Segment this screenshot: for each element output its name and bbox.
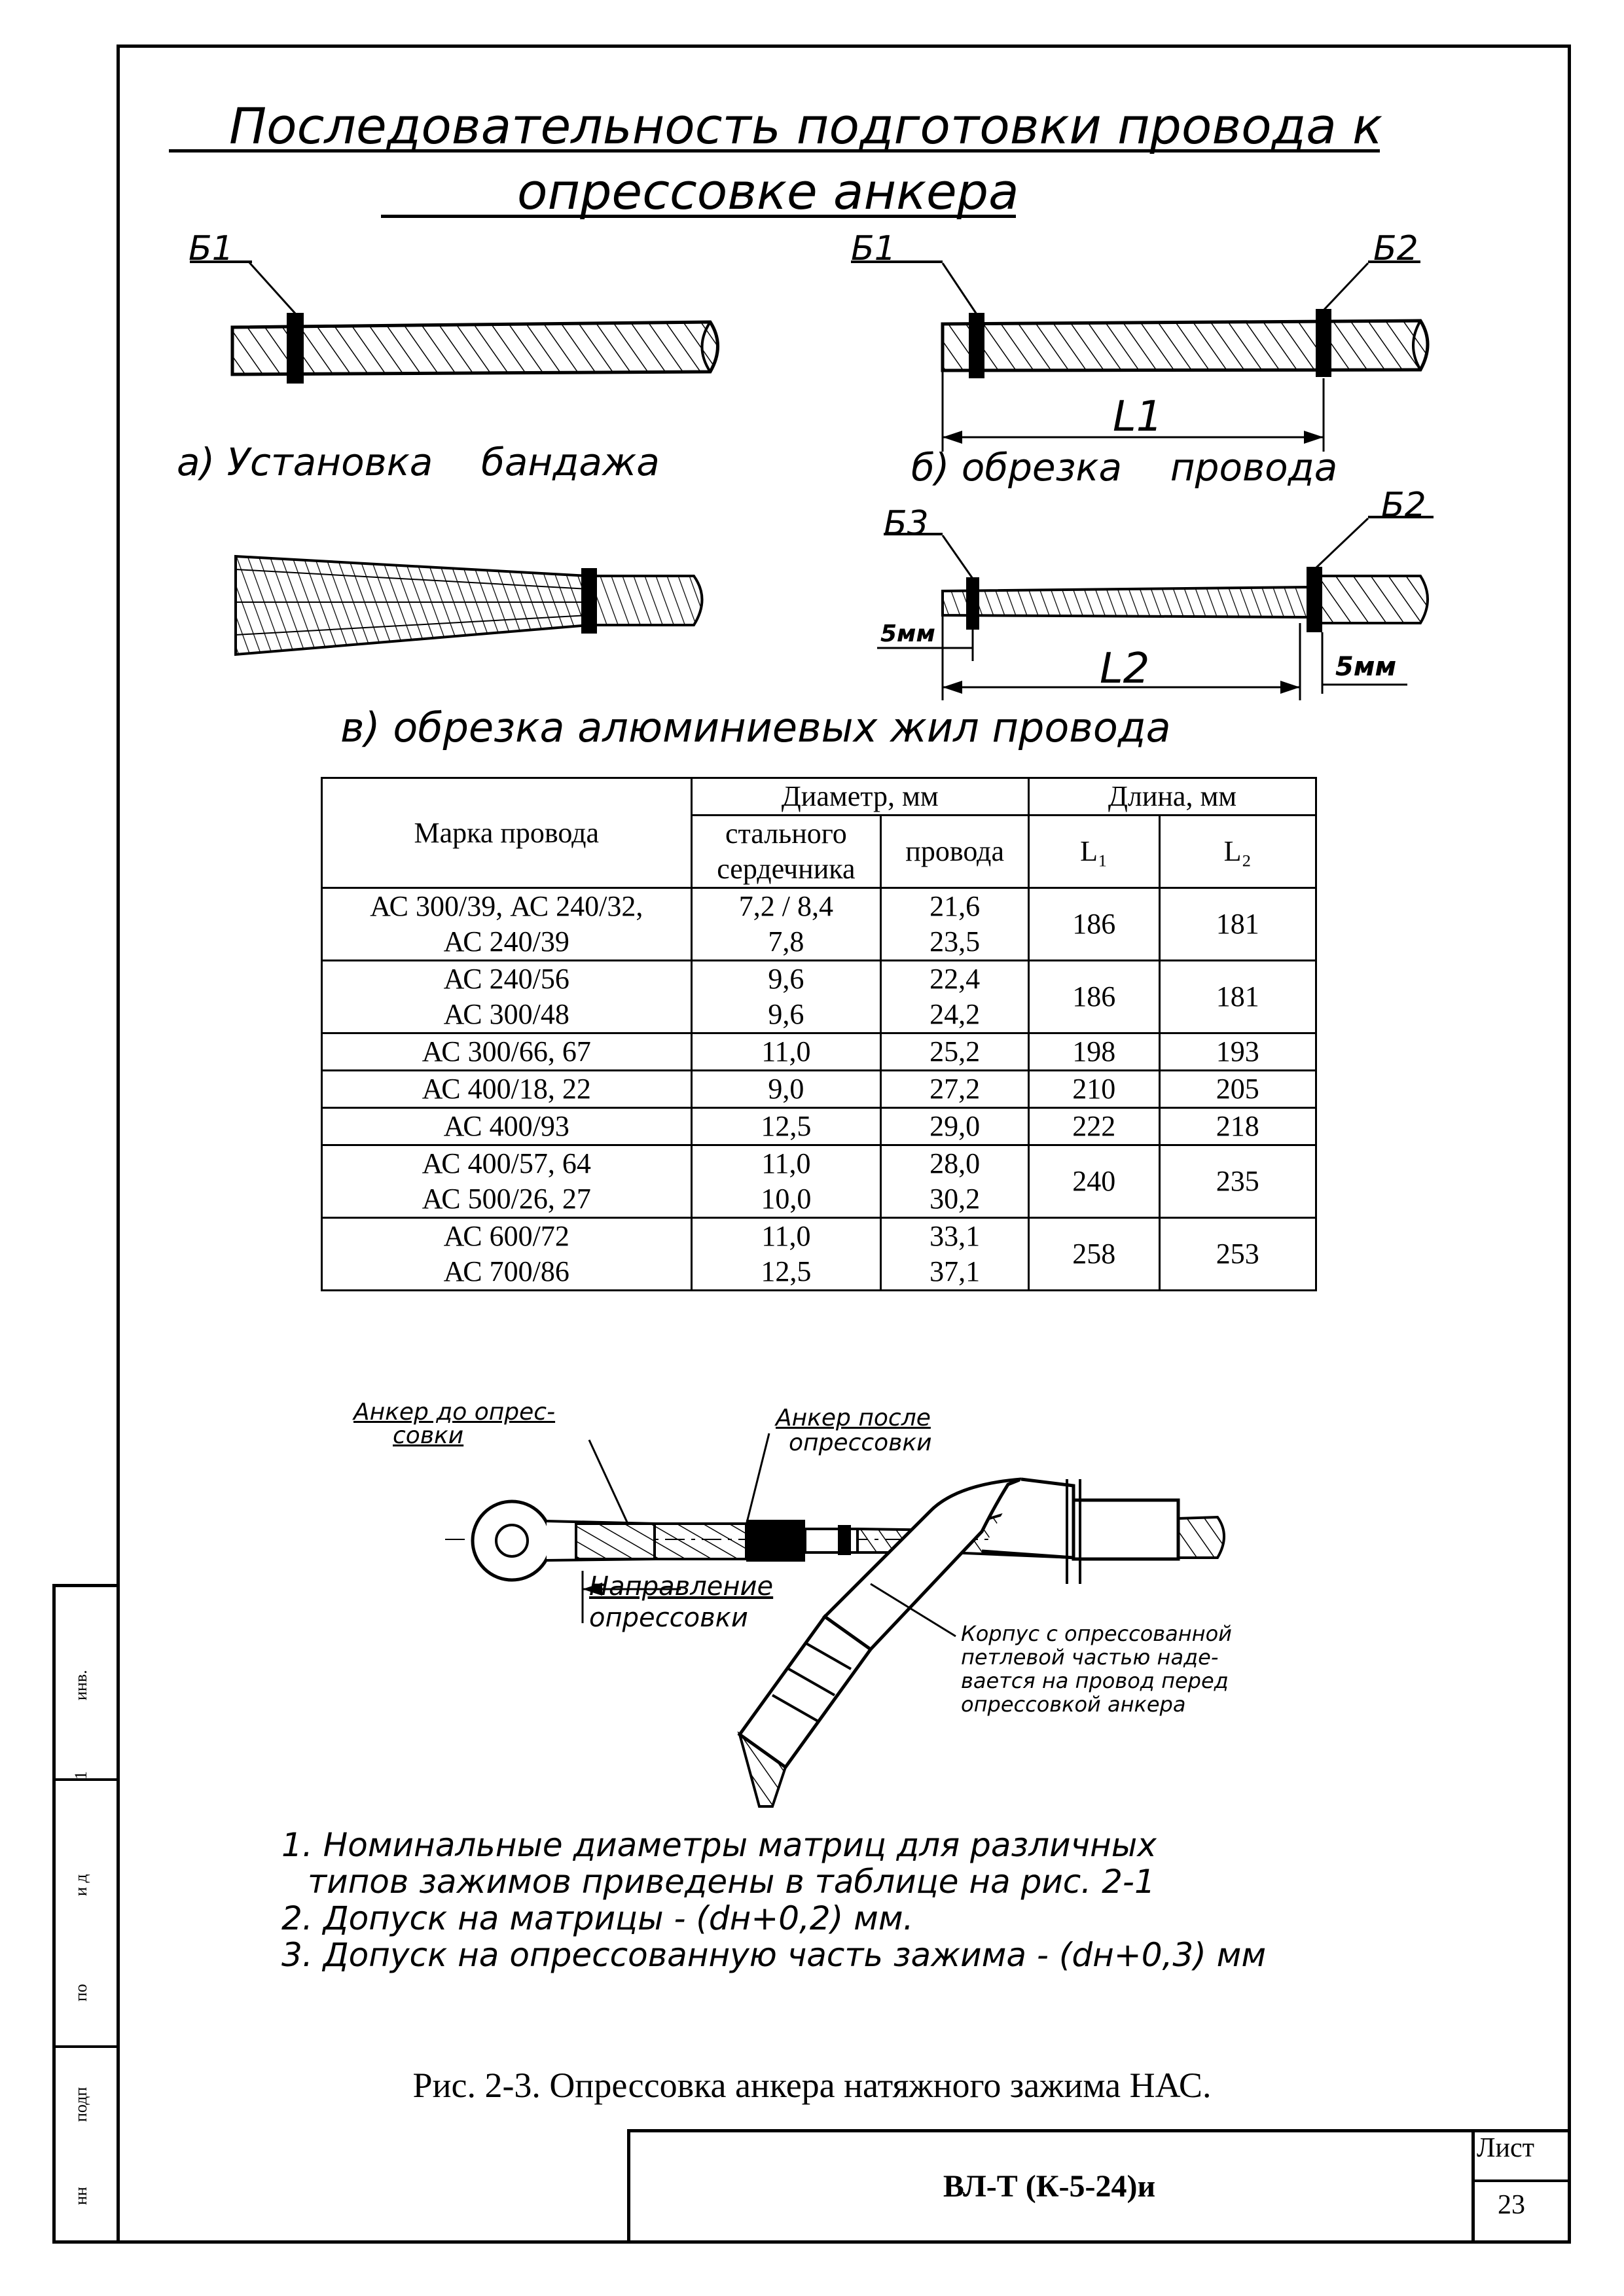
cell-wire-mark: АС 400/18, 22 xyxy=(322,1071,692,1108)
header-l2: L₂ xyxy=(1159,816,1316,888)
dimension-label-l1: L1 xyxy=(1113,393,1163,441)
document-code: ВЛ-Т (К-5-24)и xyxy=(943,2169,1156,2204)
bandage-label: Б1 xyxy=(189,229,234,268)
cell-wire-diameter: 22,4 24,2 xyxy=(881,961,1029,1033)
strip-label: по xyxy=(71,1984,90,2002)
drawing-v-strand-cut xyxy=(236,556,702,655)
note-1: 1. Номинальные диаметры матриц для различных xyxy=(281,1826,1157,1864)
table-row xyxy=(322,1071,1316,1108)
cell-wire-diameter: 25,2 xyxy=(881,1033,1029,1071)
note-1-cont: типов зажимов приведены в таблице на рис. 2-1 xyxy=(308,1863,1155,1901)
cell-length-l1: 210 xyxy=(1029,1071,1160,1108)
cell-wire-mark: АС 300/66, 67 xyxy=(322,1033,692,1071)
cell-core-diameter: 7,2 / 8,4 7,8 xyxy=(691,888,881,961)
header-length: Длина, мм xyxy=(1029,778,1316,816)
cell-core-diameter: 11,0 xyxy=(691,1033,881,1071)
page-title: Последовательность подготовки провода к xyxy=(229,97,1382,155)
caption-b: б) обрезка провода xyxy=(911,445,1338,490)
cell-wire-diameter: 33,1 37,1 xyxy=(881,1218,1029,1291)
cell-length-l2: 235 xyxy=(1159,1145,1316,1218)
cell-length-l2: 181 xyxy=(1159,888,1316,961)
sheet-label: Лист xyxy=(1477,2133,1534,2163)
cell-length-l1: 222 xyxy=(1029,1108,1160,1145)
strip-label: 1 xyxy=(71,1771,90,1780)
cell-wire-mark: АС 400/57, 64 АС 500/26, 27 xyxy=(322,1145,692,1218)
cell-length-l2: 218 xyxy=(1159,1108,1316,1145)
cell-length-l1: 198 xyxy=(1029,1033,1160,1071)
label-press-direction: Направление опрессовки xyxy=(589,1571,774,1633)
dimension-label-5mm: 5мм xyxy=(880,620,935,647)
strip-label: инв. xyxy=(71,1670,90,1701)
table-row xyxy=(322,1218,1316,1291)
strip-label: нн xyxy=(71,2187,90,2205)
sheet-divider xyxy=(1471,2179,1571,2182)
strip-label: подп xyxy=(71,2087,90,2122)
label-housing: Корпус с опрессованной петлевой частью наде- вается на провод перед опрессовкой анкера xyxy=(961,1621,1232,1717)
table-row xyxy=(322,1108,1316,1145)
cell-core-diameter: 12,5 xyxy=(691,1108,881,1145)
drawing-a-bandage xyxy=(190,262,718,384)
cell-length-l1: 186 xyxy=(1029,888,1160,961)
caption-v: в) обрезка алюминиевых жил провода xyxy=(340,704,1171,751)
strip-label: и д xyxy=(71,1874,90,1896)
note-3: 3. Допуск на опрессованную часть зажима - (dн+0,3) мм xyxy=(281,1936,1267,1974)
cell-length-l1: 258 xyxy=(1029,1218,1160,1291)
caption-a: а) Установка бандажа xyxy=(177,440,660,484)
cell-wire-diameter: 29,0 xyxy=(881,1108,1029,1145)
anchor-clamp-drawing xyxy=(445,1433,1224,1806)
cell-wire-diameter: 27,2 xyxy=(881,1071,1029,1108)
table-row xyxy=(322,961,1316,1033)
page-subtitle: опрессовке анкера xyxy=(517,162,1019,221)
table-row xyxy=(322,1033,1316,1071)
dimension-label-l2: L2 xyxy=(1100,645,1150,693)
wire-spec-table xyxy=(321,777,1317,1291)
bandage-label: Б3 xyxy=(884,504,929,543)
dimension-label-5mm: 5мм xyxy=(1335,652,1397,682)
cell-core-diameter: 11,0 10,0 xyxy=(691,1145,881,1218)
table-row xyxy=(322,888,1316,961)
cell-length-l2: 181 xyxy=(1159,961,1316,1033)
header-wire: провода xyxy=(881,816,1029,888)
cell-core-diameter: 9,0 xyxy=(691,1071,881,1108)
label-anchor-before: Анкер до опрес- совки xyxy=(353,1399,556,1449)
label-anchor-after: Анкер после опрессовки xyxy=(776,1405,932,1456)
sheet-number: 23 xyxy=(1498,2190,1525,2220)
figure-caption: Рис. 2-3. Опрессовка анкера натяжного зажима НАС. xyxy=(412,2066,1212,2105)
cell-length-l1: 186 xyxy=(1029,961,1160,1033)
header-wire-mark: Марка провода xyxy=(322,778,692,888)
header-l1: L₁ xyxy=(1029,816,1160,888)
cell-core-diameter: 9,6 9,6 xyxy=(691,961,881,1033)
cell-length-l1: 240 xyxy=(1029,1145,1160,1218)
cell-wire-mark: АС 240/56 АС 300/48 xyxy=(322,961,692,1033)
cell-length-l2: 193 xyxy=(1159,1033,1316,1071)
cell-wire-diameter: 28,0 30,2 xyxy=(881,1145,1029,1218)
header-core: стального сердечника xyxy=(691,816,881,888)
bandage-label: Б1 xyxy=(851,229,896,268)
note-2: 2. Допуск на матрицы - (dн+0,2) мм. xyxy=(281,1899,914,1937)
bandage-label: Б2 xyxy=(1381,486,1426,525)
cell-length-l2: 253 xyxy=(1159,1218,1316,1291)
cell-wire-mark: АС 400/93 xyxy=(322,1108,692,1145)
table-row xyxy=(322,1145,1316,1218)
cell-core-diameter: 11,0 12,5 xyxy=(691,1218,881,1291)
cell-length-l2: 205 xyxy=(1159,1071,1316,1108)
bandage-label: Б2 xyxy=(1373,229,1418,268)
cell-wire-diameter: 21,6 23,5 xyxy=(881,888,1029,961)
cell-wire-mark: АС 600/72 АС 700/86 xyxy=(322,1218,692,1291)
cell-wire-mark: АС 300/39, АС 240/32, АС 240/39 xyxy=(322,888,692,961)
header-diameter: Диаметр, мм xyxy=(691,778,1029,816)
